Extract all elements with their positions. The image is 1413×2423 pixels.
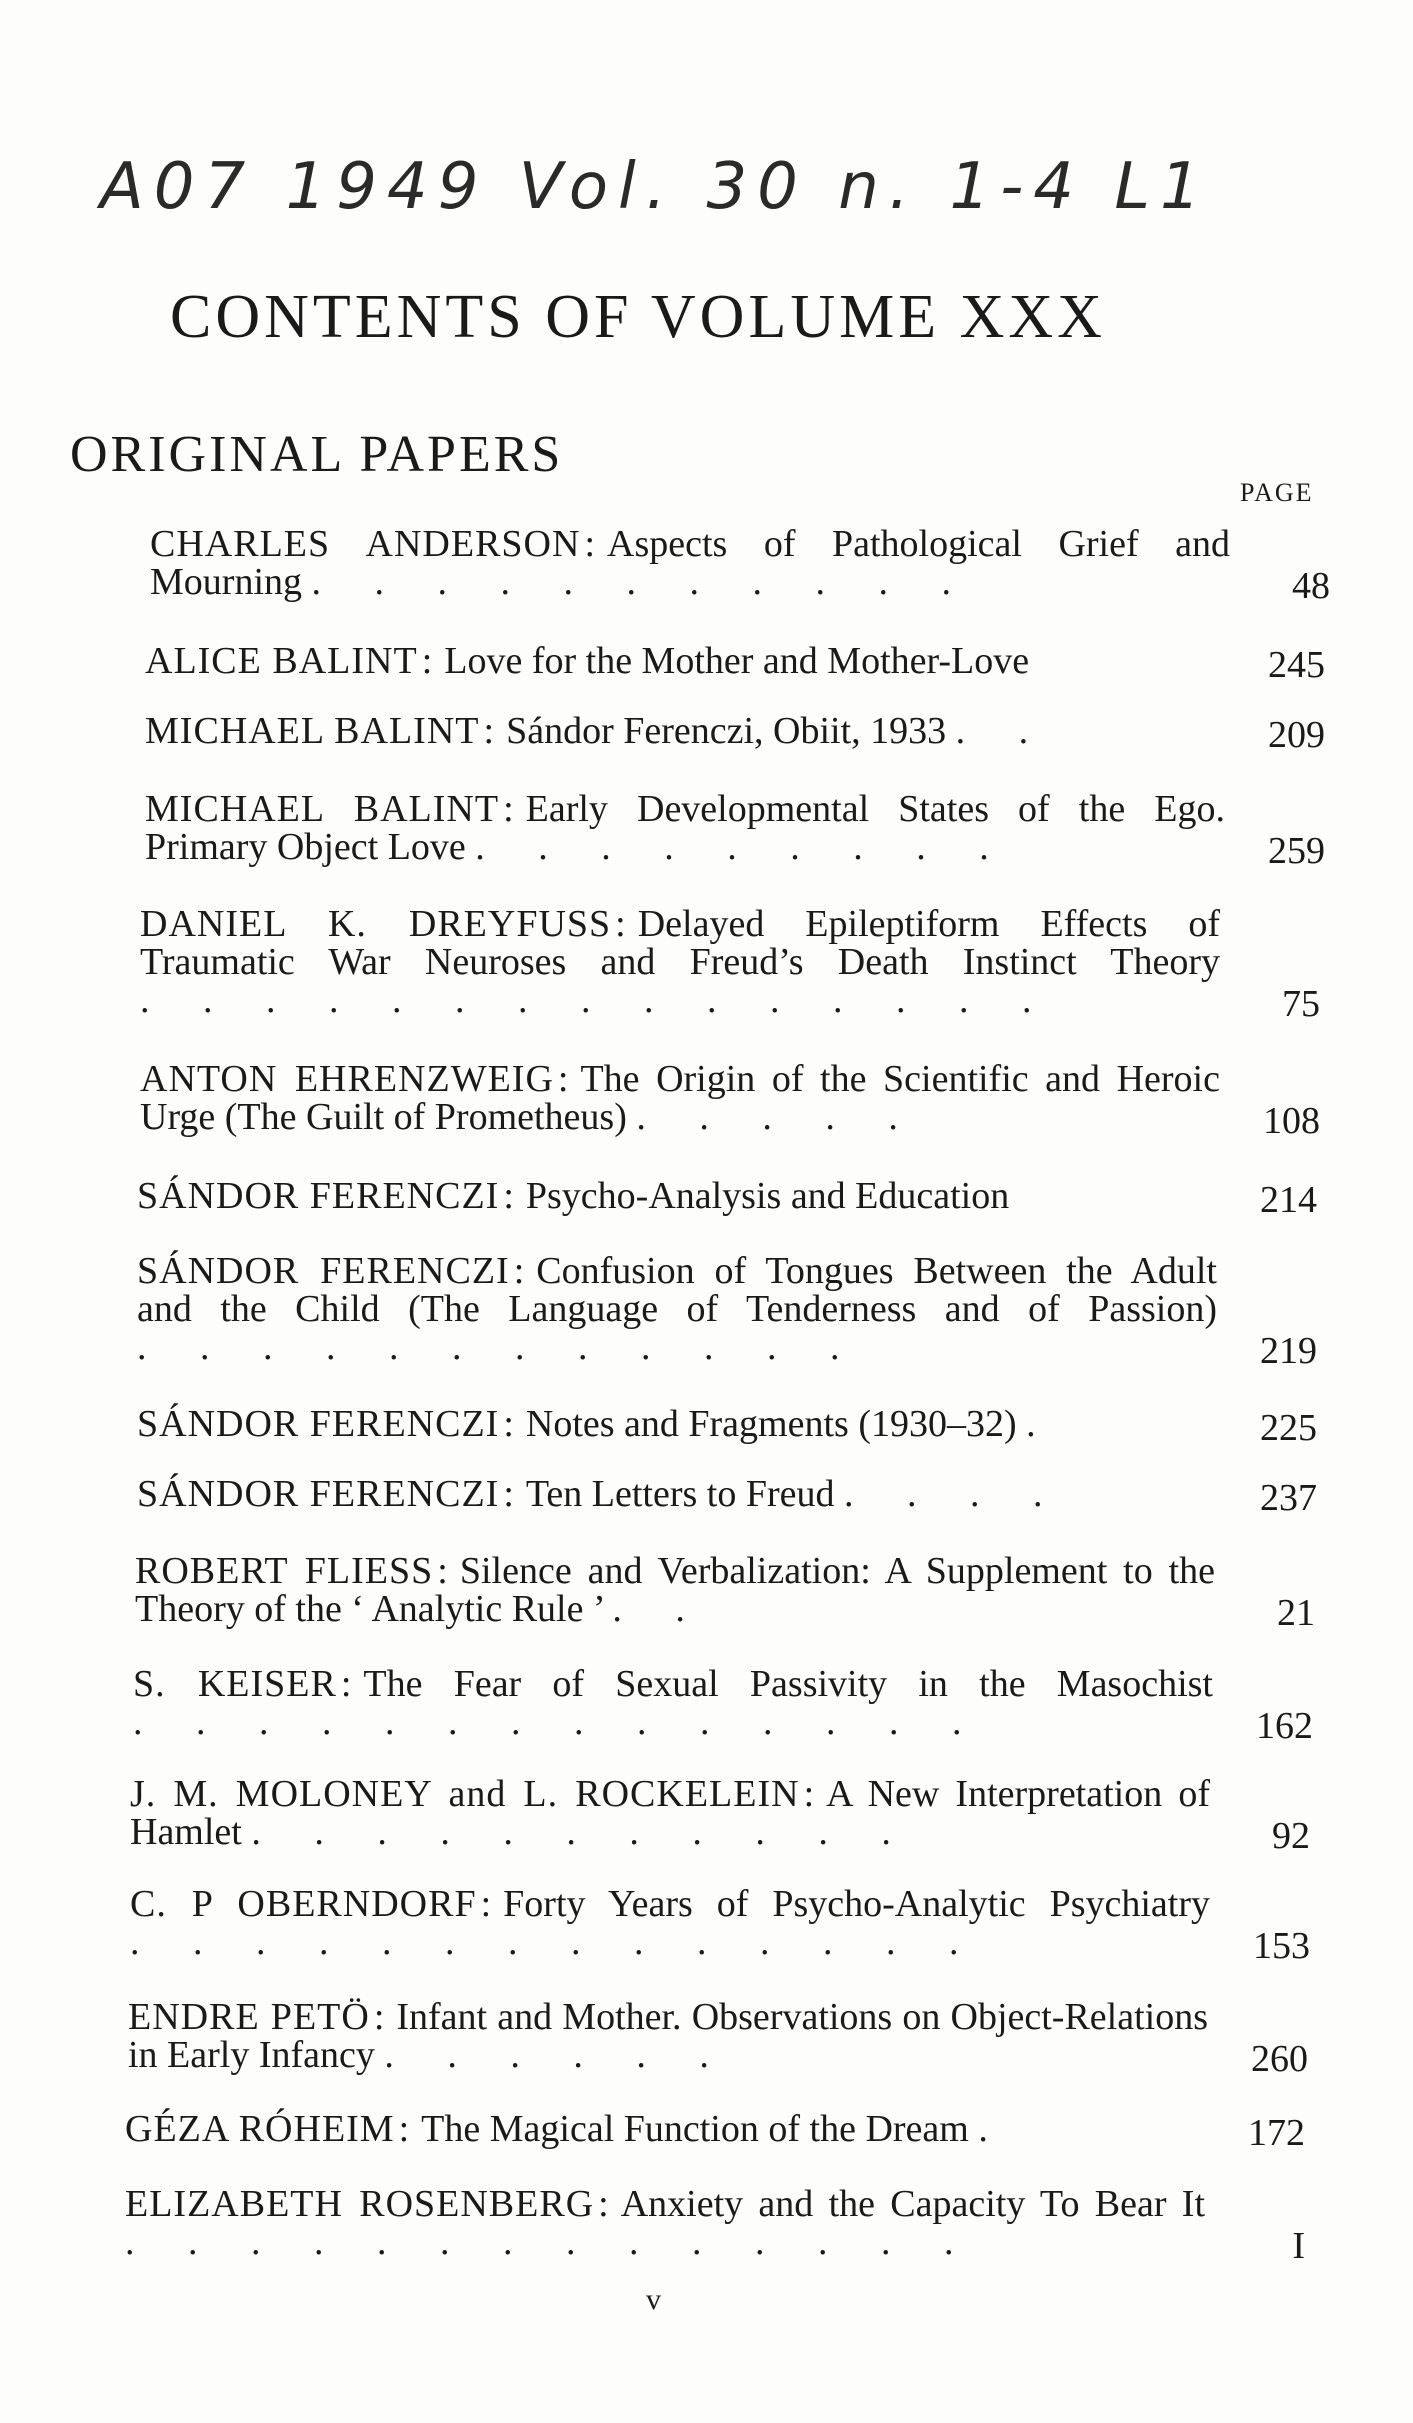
list-item xyxy=(128,1996,1308,2080)
entry-text: S. KEISER : The Fear of Sexual Passivity in the Masochist . . . . . . . . . . . . . . xyxy=(133,1663,1213,1743)
entry-author: C. P OBERNDORF xyxy=(130,1883,477,1925)
entry-text: MICHAEL BALINT : Sándor Ferenczi, Obiit, 1933 . . xyxy=(145,710,1051,752)
list-item xyxy=(137,1175,1317,1221)
entry-page: 237 xyxy=(1260,1477,1317,1519)
entry-text: SÁNDOR FERENCZI : Confusion of Tongues Between the Adult and the Child (The Language of Tenderness and of Passion) . . . . . . . . . . . . xyxy=(137,1250,1217,1368)
entry-title: The Fear of Sexual Passivity in the Masochist xyxy=(363,1663,1213,1705)
entry-page: 153 xyxy=(1253,1925,1310,1967)
entry-page: 92 xyxy=(1272,1815,1310,1857)
entry-page: I xyxy=(1292,2225,1305,2267)
list-item xyxy=(125,2183,1305,2267)
entry-author: ANTON EHRENZWEIG xyxy=(140,1058,554,1100)
entry-text: ALICE BALINT : Love for the Mother and Mother-Love xyxy=(145,640,1030,682)
entry-page: 245 xyxy=(1268,644,1325,686)
entry-text: GÉZA RÓHEIM : The Magical Function of the Dream . xyxy=(125,2108,1010,2150)
entry-text: SÁNDOR FERENCZI : Psycho-Analysis and Education xyxy=(137,1175,1010,1217)
list-item xyxy=(140,903,1320,1025)
entry-text: DANIEL K. DREYFUSS : Delayed Epileptiform Effects of Traumatic War Neuroses and Freud’s Death Instinct Theory . . . . . . . . . . . . . . . xyxy=(140,903,1220,1021)
entry-text: C. P OBERNDORF : Forty Years of Psycho-Analytic Psychiatry . . . . . . . . . . . . . . xyxy=(130,1883,1210,1963)
entry-author: ROBERT FLIESS xyxy=(135,1550,434,1592)
list-item xyxy=(145,640,1325,686)
section-heading: ORIGINAL PAPERS xyxy=(70,426,564,483)
list-item xyxy=(137,1250,1317,1372)
entry-page: 225 xyxy=(1260,1407,1317,1449)
entry-page: 214 xyxy=(1260,1179,1317,1221)
page-column-label: PAGE xyxy=(1240,478,1314,507)
entry-text: ELIZABETH ROSENBERG : Anxiety and the Capacity To Bear It . . . . . . . . . . . . . . xyxy=(125,2183,1205,2263)
entry-page: 260 xyxy=(1251,2038,1308,2080)
entry-page: 219 xyxy=(1260,1330,1317,1372)
entry-author: J. M. MOLONEY and L. ROCKELEIN xyxy=(130,1773,800,1815)
entry-title: Early Developmental States of the Ego. Primary Object Love xyxy=(145,788,1225,868)
entry-page: 172 xyxy=(1248,2112,1305,2154)
list-item xyxy=(145,788,1325,872)
entry-author: ELIZABETH ROSENBERG xyxy=(125,2183,595,2225)
entry-title: The Origin of the Scientific and Heroic Urge (The Guilt of Prometheus) xyxy=(140,1058,1220,1138)
entry-text: ANTON EHRENZWEIG : The Origin of the Scientific and Heroic Urge (The Guilt of Prometheus) . . . . . xyxy=(140,1058,1220,1138)
entry-title: Aspects of Pathological Grief and Mourning xyxy=(150,523,1230,603)
entry-page: 75 xyxy=(1282,983,1320,1025)
list-item xyxy=(135,1550,1315,1634)
page-number: v xyxy=(646,2283,661,2316)
entry-title: A New Interpretation of Hamlet xyxy=(130,1773,1210,1853)
entry-title: Infant and Mother. Observations on Object-Relations in Early Infancy xyxy=(128,1996,1209,2076)
entry-title: Ten Letters to Freud xyxy=(525,1473,835,1515)
entry-author: GÉZA RÓHEIM xyxy=(125,2108,395,2150)
entry-page: 209 xyxy=(1268,714,1325,756)
entry-author: MICHAEL BALINT xyxy=(145,788,500,830)
entry-title: Psycho-Analysis and Education xyxy=(525,1175,1010,1217)
entry-text: J. M. MOLONEY and L. ROCKELEIN : A New Interpretation of Hamlet . . . . . . . . . . . xyxy=(130,1773,1210,1853)
entry-author: CHARLES ANDERSON xyxy=(150,523,581,565)
entry-text: CHARLES ANDERSON : Aspects of Pathological Grief and Mourning . . . . . . . . . . . xyxy=(150,523,1230,603)
entry-title: The Magical Function of the Dream xyxy=(421,2108,969,2150)
handwritten-note: A07 1949 Vol. 30 n. 1-4 L1 xyxy=(100,150,1211,224)
entry-text: ENDRE PETÖ : Infant and Mother. Observations on Object-Relations in Early Infancy . . . . . . xyxy=(128,1996,1209,2076)
entry-text: ROBERT FLIESS : Silence and Verbalization: A Supplement to the Theory of the ‘ Analytic Rule ’ . . xyxy=(135,1550,1216,1630)
entry-title: Confusion of Tongues Between the Adult and the Child (The Language of Tenderness and of Passion) xyxy=(137,1250,1217,1330)
list-item xyxy=(140,1058,1320,1142)
entry-author: ENDRE PETÖ xyxy=(128,1996,370,2038)
list-item xyxy=(150,523,1330,607)
list-item xyxy=(130,1883,1310,1967)
entry-author: S. KEISER xyxy=(133,1663,337,1705)
entry-author: SÁNDOR FERENCZI xyxy=(137,1250,510,1292)
entry-text: SÁNDOR FERENCZI : Notes and Fragments (1930–32) . xyxy=(137,1403,1058,1445)
entry-title: Anxiety and the Capacity To Bear It xyxy=(620,2183,1205,2225)
list-item xyxy=(125,2108,1305,2154)
entry-text: MICHAEL BALINT : Early Developmental States of the Ego. Primary Object Love . . . . . . . . . xyxy=(145,788,1225,868)
entry-page: 162 xyxy=(1256,1705,1313,1747)
entry-title: Silence and Verbalization: A Supplement to the Theory of the ‘ Analytic Rule ’ xyxy=(135,1550,1216,1630)
entry-title: Forty Years of Psycho-Analytic Psychiatry xyxy=(503,1883,1210,1925)
list-item xyxy=(137,1473,1317,1519)
entry-text: SÁNDOR FERENCZI : Ten Letters to Freud . . . . xyxy=(137,1473,1065,1515)
list-item xyxy=(137,1403,1317,1449)
entry-page: 108 xyxy=(1263,1100,1320,1142)
entry-author: DANIEL K. DREYFUSS xyxy=(140,903,612,945)
entry-page: 48 xyxy=(1292,565,1330,607)
entry-title: Notes and Fragments (1930–32) xyxy=(525,1403,1017,1445)
list-item xyxy=(133,1663,1313,1747)
page-title: CONTENTS OF VOLUME XXX xyxy=(170,283,1106,351)
entry-page: 259 xyxy=(1268,830,1325,872)
entry-author: MICHAEL BALINT xyxy=(145,710,480,752)
entry-author: SÁNDOR FERENCZI xyxy=(137,1403,500,1445)
entry-page: 21 xyxy=(1277,1592,1315,1634)
list-item xyxy=(145,710,1325,756)
list-item xyxy=(130,1773,1310,1857)
entry-author: SÁNDOR FERENCZI xyxy=(137,1473,500,1515)
entry-author: ALICE BALINT xyxy=(145,640,418,682)
entry-title: Sándor Ferenczi, Obiit, 1933 xyxy=(506,710,947,752)
entry-author: SÁNDOR FERENCZI xyxy=(137,1175,500,1217)
entry-title: Love for the Mother and Mother-Love xyxy=(444,640,1030,682)
entry-title: Delayed Epileptiform Effects of Traumatic War Neuroses and Freud’s Death Instinct Theory xyxy=(140,903,1220,983)
